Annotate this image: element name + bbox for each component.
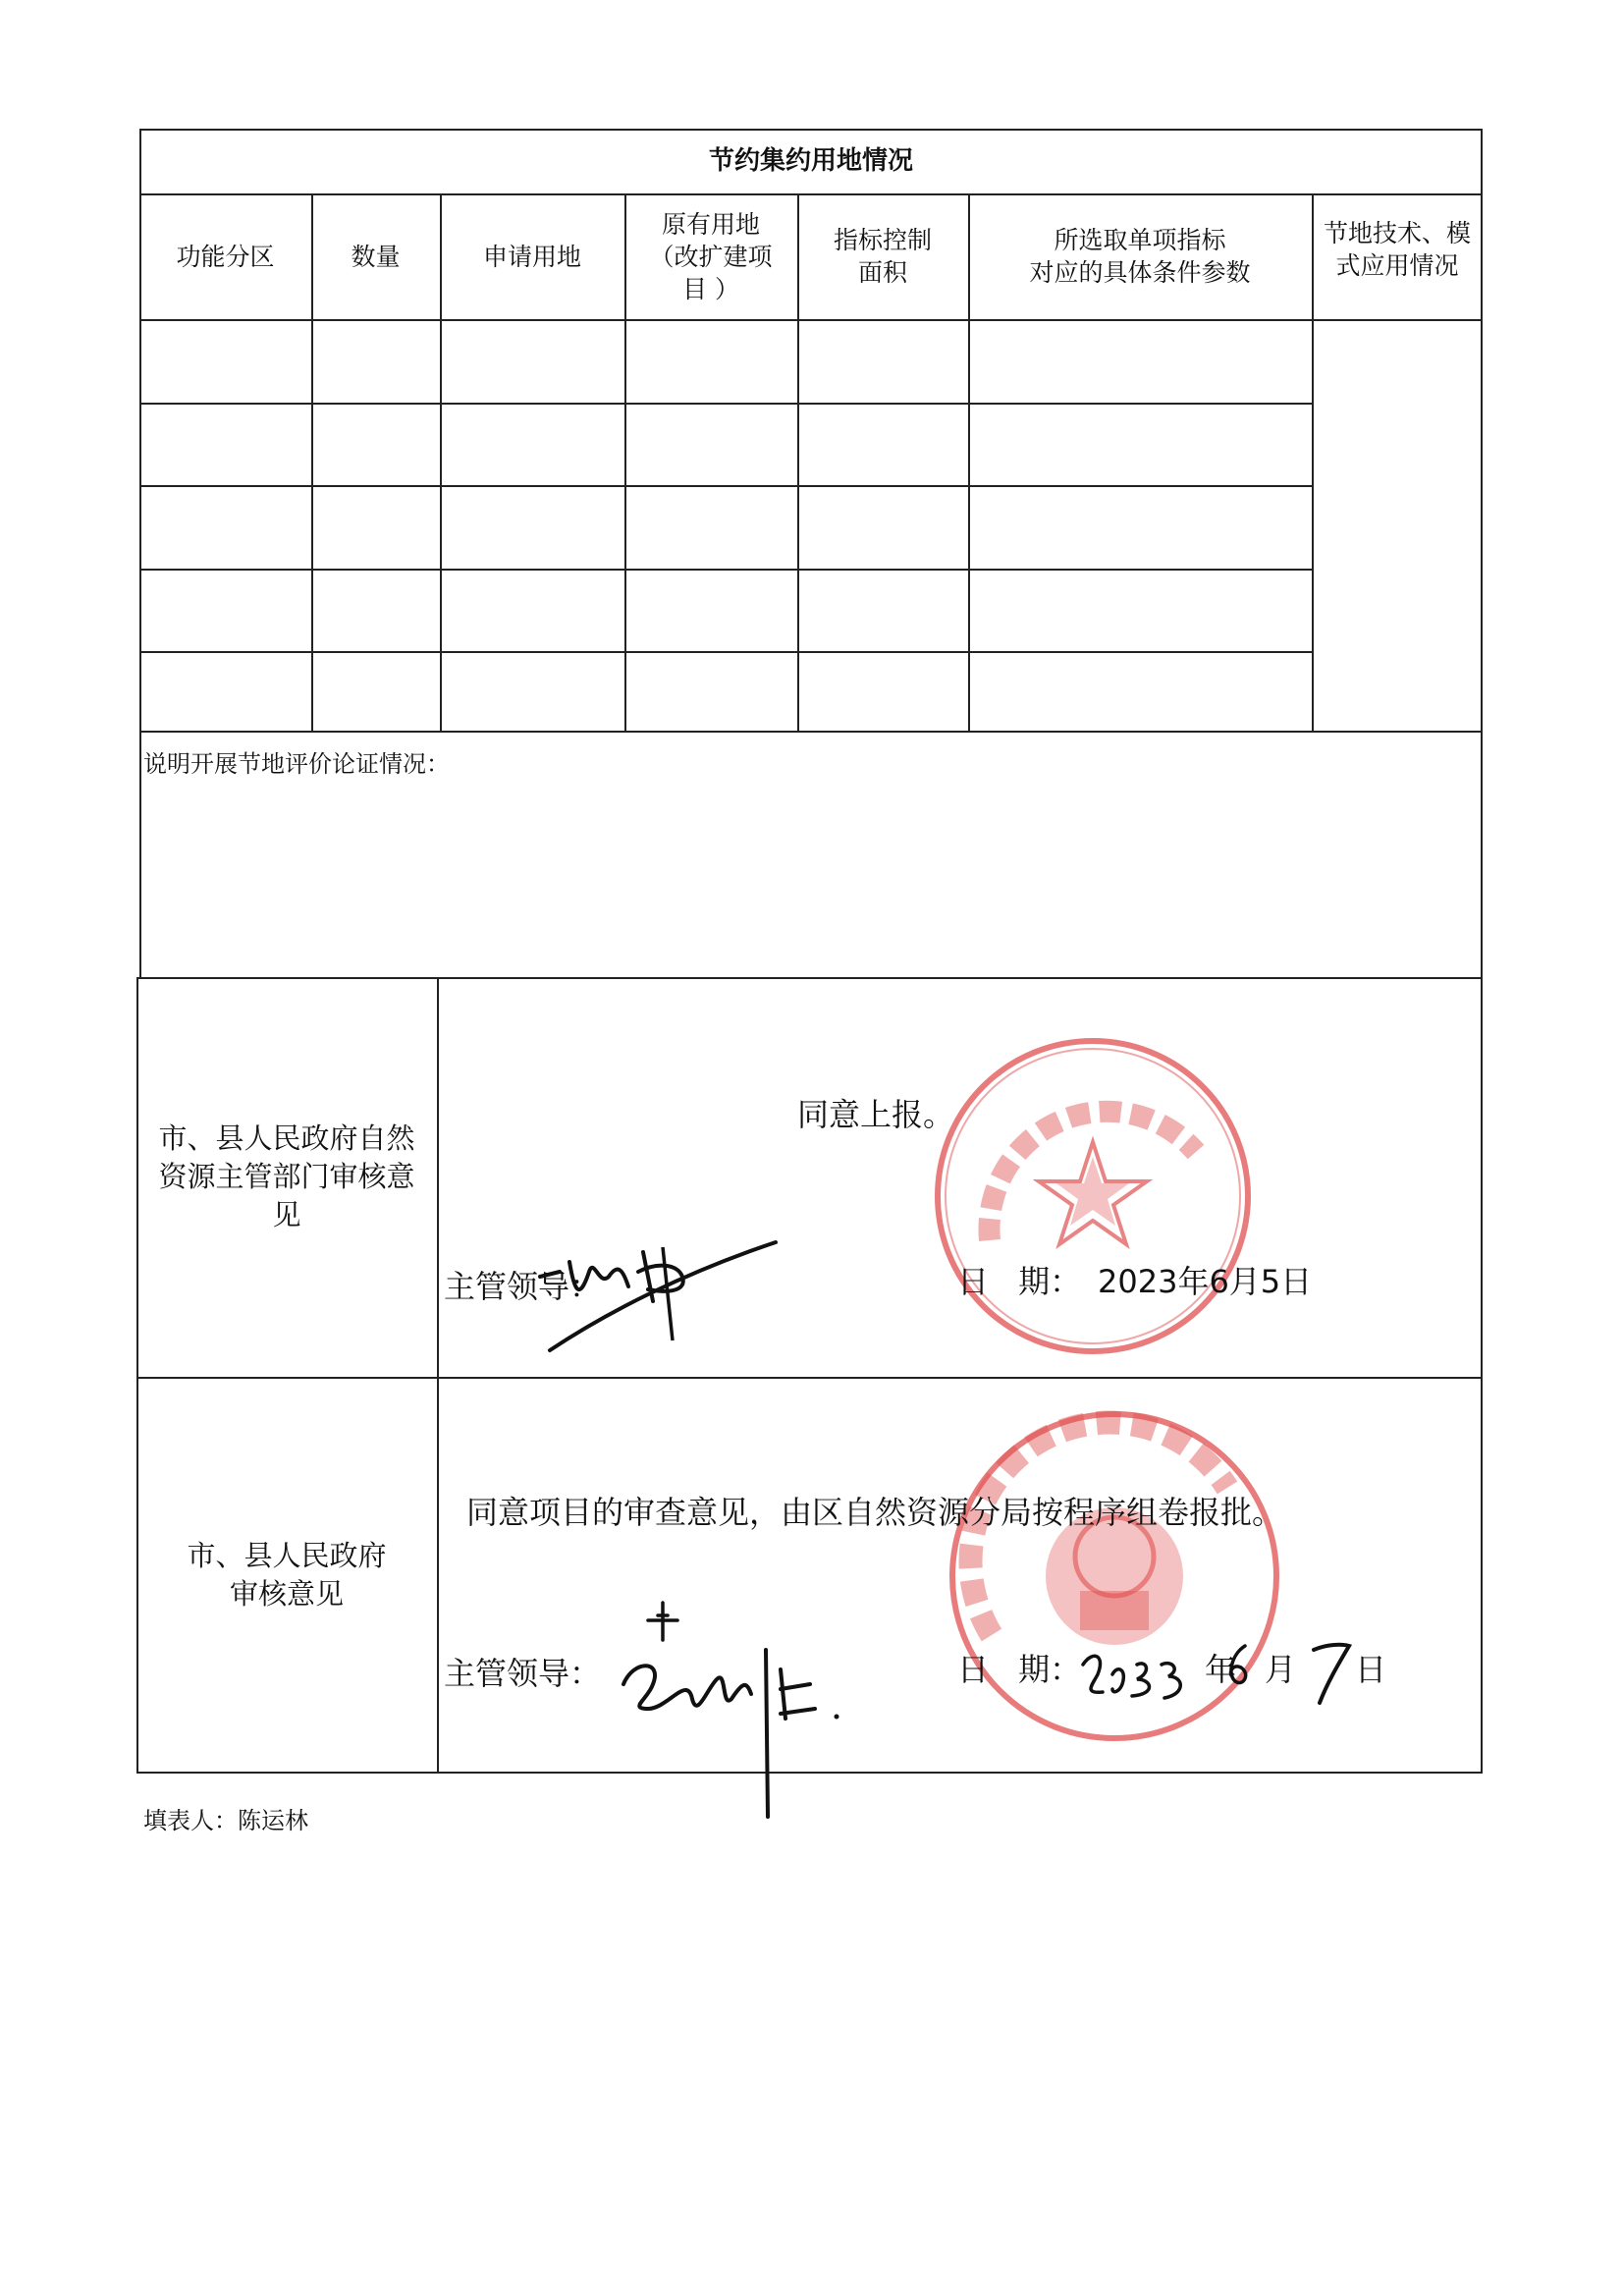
section1-opinion: 同意上报。 — [797, 1096, 955, 1133]
section2-leader-signature — [609, 1601, 854, 1827]
row-divider — [139, 651, 1312, 653]
evaluation-label: 说明开展节地评价论证情况： — [143, 750, 450, 778]
section2-opinion: 同意项目的审查意见，由区自然资源分局按程序组卷报批。 — [466, 1494, 1284, 1531]
header-function-zone: 功能分区 — [176, 242, 275, 271]
section1-leader-signature — [530, 1232, 795, 1370]
section2-date-year-char: 年 — [1205, 1651, 1237, 1688]
header-index-params: 所选取单项指标 对应的具体条件参数 — [1029, 226, 1251, 287]
section1-official-seal — [931, 1034, 1255, 1358]
section1-date-value: 2023年6月5日 — [1098, 1263, 1313, 1300]
section1-label: 市、县人民政府自然 资源主管部门审核意 见 — [158, 1121, 415, 1231]
header-applied-land: 申请用地 — [482, 242, 581, 271]
section2-date-day-handwritten — [1308, 1638, 1357, 1707]
section2-date-year-handwritten — [1078, 1645, 1196, 1704]
row-divider — [139, 485, 1312, 487]
header-tech-application: 节地技术、模 式应用情况 — [1323, 219, 1471, 280]
row-divider — [139, 403, 1312, 405]
section2-date-month-handwritten — [1221, 1640, 1257, 1689]
header-control-area: 指标控制 面积 — [833, 226, 932, 287]
row-divider — [139, 569, 1312, 571]
table-title: 节约集约用地情况 — [708, 145, 913, 176]
header-quantity: 数量 — [351, 242, 401, 271]
section2-date-month-char: 月 — [1265, 1651, 1297, 1688]
section2-label: 市、县人民政府 审核意见 — [187, 1539, 387, 1611]
row-divider — [139, 731, 1483, 733]
row-divider — [139, 319, 1483, 321]
section2-date-label: 日 期： — [957, 1651, 1082, 1688]
header-existing-land: 原有用地 （改扩建项 目 ） — [649, 209, 773, 303]
section1-date-label: 日 期： — [957, 1263, 1082, 1300]
section2-leader-label: 主管领导： — [444, 1655, 602, 1692]
filler-label: 填表人：陈运林 — [143, 1807, 308, 1834]
section1-leader-label: 主管领导： — [444, 1268, 602, 1305]
section2-date-day-char: 日 — [1355, 1651, 1387, 1688]
col-divider — [437, 977, 439, 1774]
